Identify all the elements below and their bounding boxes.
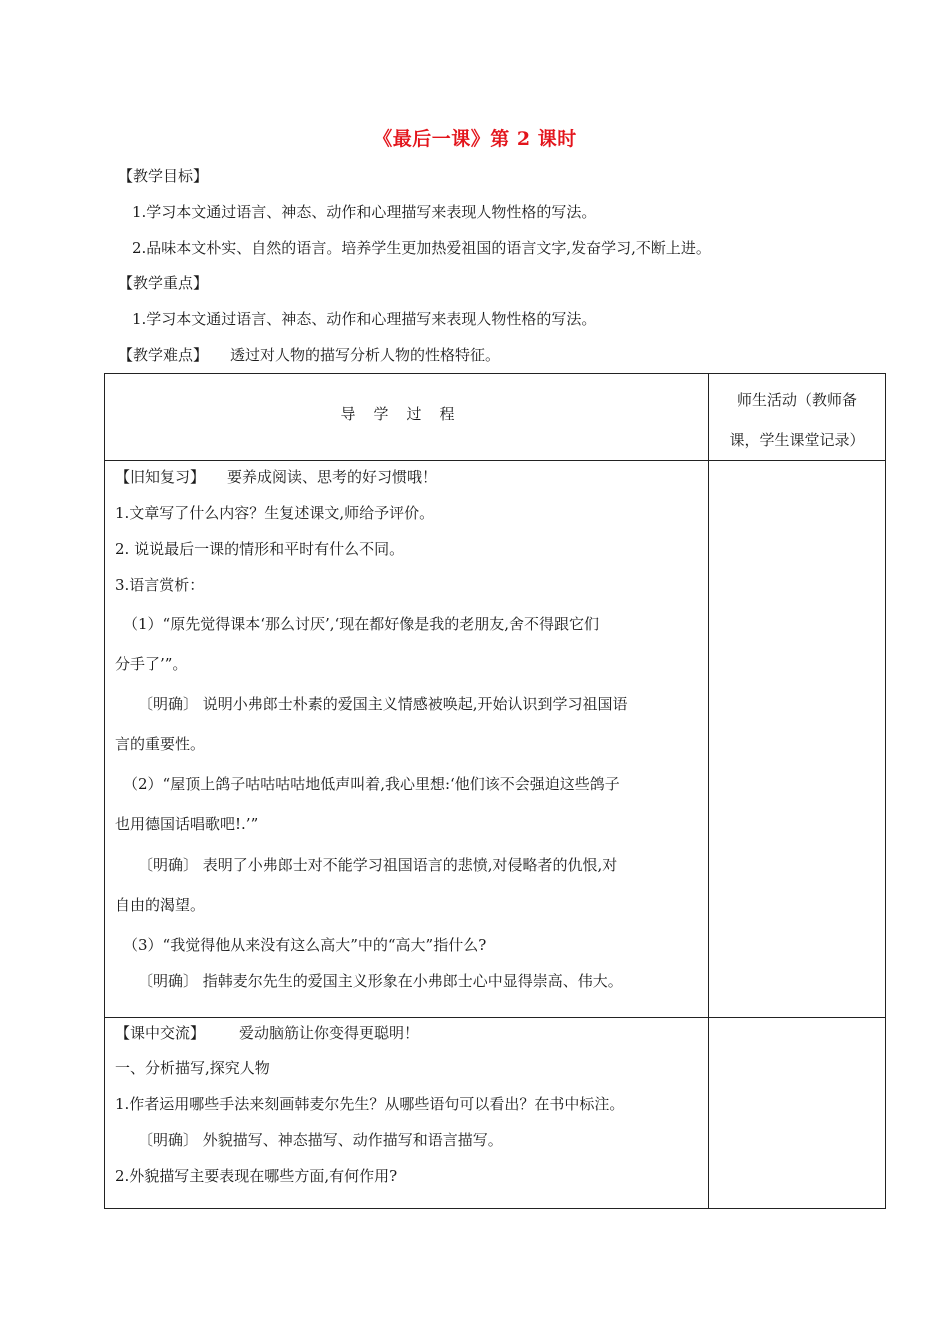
header-main-label: 导学过程 [340, 405, 473, 423]
review-row [105, 461, 886, 1018]
review-line-10: 〔明确〕 表明了小弗郎士对不能学习祖国语言的悲愤,对侵略者的仇恨,对 [138, 856, 618, 874]
review-line-5: 分手了’”。 [115, 655, 188, 673]
class-line-1: 一、分析描写,探究人物 [115, 1059, 270, 1077]
guide-table [104, 373, 886, 1209]
key-points-heading: 【教学重点】 [118, 274, 209, 292]
objective-item-2: 2.品味本文朴实、自然的语言。培养学生更加热爱祖国的语言文字,发奋学习,不断上进。 [132, 239, 711, 257]
class-notes-cell [709, 1018, 886, 1209]
review-line-1: 1.文章写了什么内容？生复述课文,师给予评价。 [115, 504, 435, 522]
header-side-line-1: 师生活动（教师备 [736, 391, 857, 409]
class-line-4: 2.外貌描写主要表现在哪些方面,有何作用? [115, 1167, 398, 1185]
review-line-3: 3.语言赏析： [115, 576, 205, 594]
review-cell [105, 461, 709, 1018]
review-line-8: （2）“屋顶上鸽子咕咕咕咕地低声叫着,我心里想:‘他们该不会强迫这些鸽子 [123, 775, 620, 793]
review-line-4: （1）“原先觉得课本‘那么讨厌’,‘现在都好像是我的老朋友,舍不得跟它们 [123, 615, 600, 633]
review-notes-cell [709, 461, 886, 1018]
review-motto: 要养成阅读、思考的好习惯哦！ [227, 468, 438, 486]
objectives-heading: 【教学目标】 [118, 167, 209, 185]
review-line-2: 2. 说说最后一课的情形和平时有什么不同。 [115, 540, 405, 558]
header-side-line-2: 课，学生课堂记录） [729, 431, 865, 449]
difficulty-row [118, 344, 500, 365]
review-tag-line [115, 466, 437, 487]
review-line-13: 〔明确〕 指韩麦尔先生的爱国主义形象在小弗郎士心中显得崇高、伟大。 [138, 972, 623, 990]
review-line-11: 自由的渴望。 [115, 896, 206, 914]
difficulty-text: 透过对人物的描写分析人物的性格特征。 [230, 346, 501, 364]
class-exchange-row [105, 1018, 886, 1209]
review-line-7: 言的重要性。 [115, 735, 206, 753]
objective-item-1: 1.学习本文通过语言、神态、动作和心理描写来表现人物性格的写法。 [132, 203, 597, 221]
class-line-3: 〔明确〕 外貌描写、神态描写、动作描写和语言描写。 [138, 1131, 503, 1149]
header-side-cell [709, 374, 886, 461]
difficulty-heading: 【教学难点】 [118, 346, 209, 364]
document-title: 《最后一课》第 2 课时 [373, 128, 577, 150]
review-tag: 【旧知复习】 [115, 468, 206, 486]
class-exchange-cell [105, 1018, 709, 1209]
table-header-row [105, 374, 886, 461]
review-line-6: 〔明确〕 说明小弗郎士朴素的爱国主义情感被唤起,开始认识到学习祖国语 [138, 695, 628, 713]
class-tag-line [115, 1022, 419, 1043]
class-exchange-motto: 爱动脑筋让你变得更聪明！ [239, 1024, 420, 1042]
review-line-12: （3）“我觉得他从来没有这么高大”中的“高大”指什么? [123, 936, 487, 954]
class-line-2: 1.作者运用哪些手法来刻画韩麦尔先生？从哪些语句可以看出？在书中标注。 [115, 1095, 625, 1113]
key-point-item-1: 1.学习本文通过语言、神态、动作和心理描写来表现人物性格的写法。 [132, 310, 597, 328]
header-main-cell [105, 374, 709, 461]
class-exchange-tag: 【课中交流】 [115, 1024, 206, 1042]
review-line-9: 也用德国话唱歌吧!.’” [115, 815, 259, 833]
